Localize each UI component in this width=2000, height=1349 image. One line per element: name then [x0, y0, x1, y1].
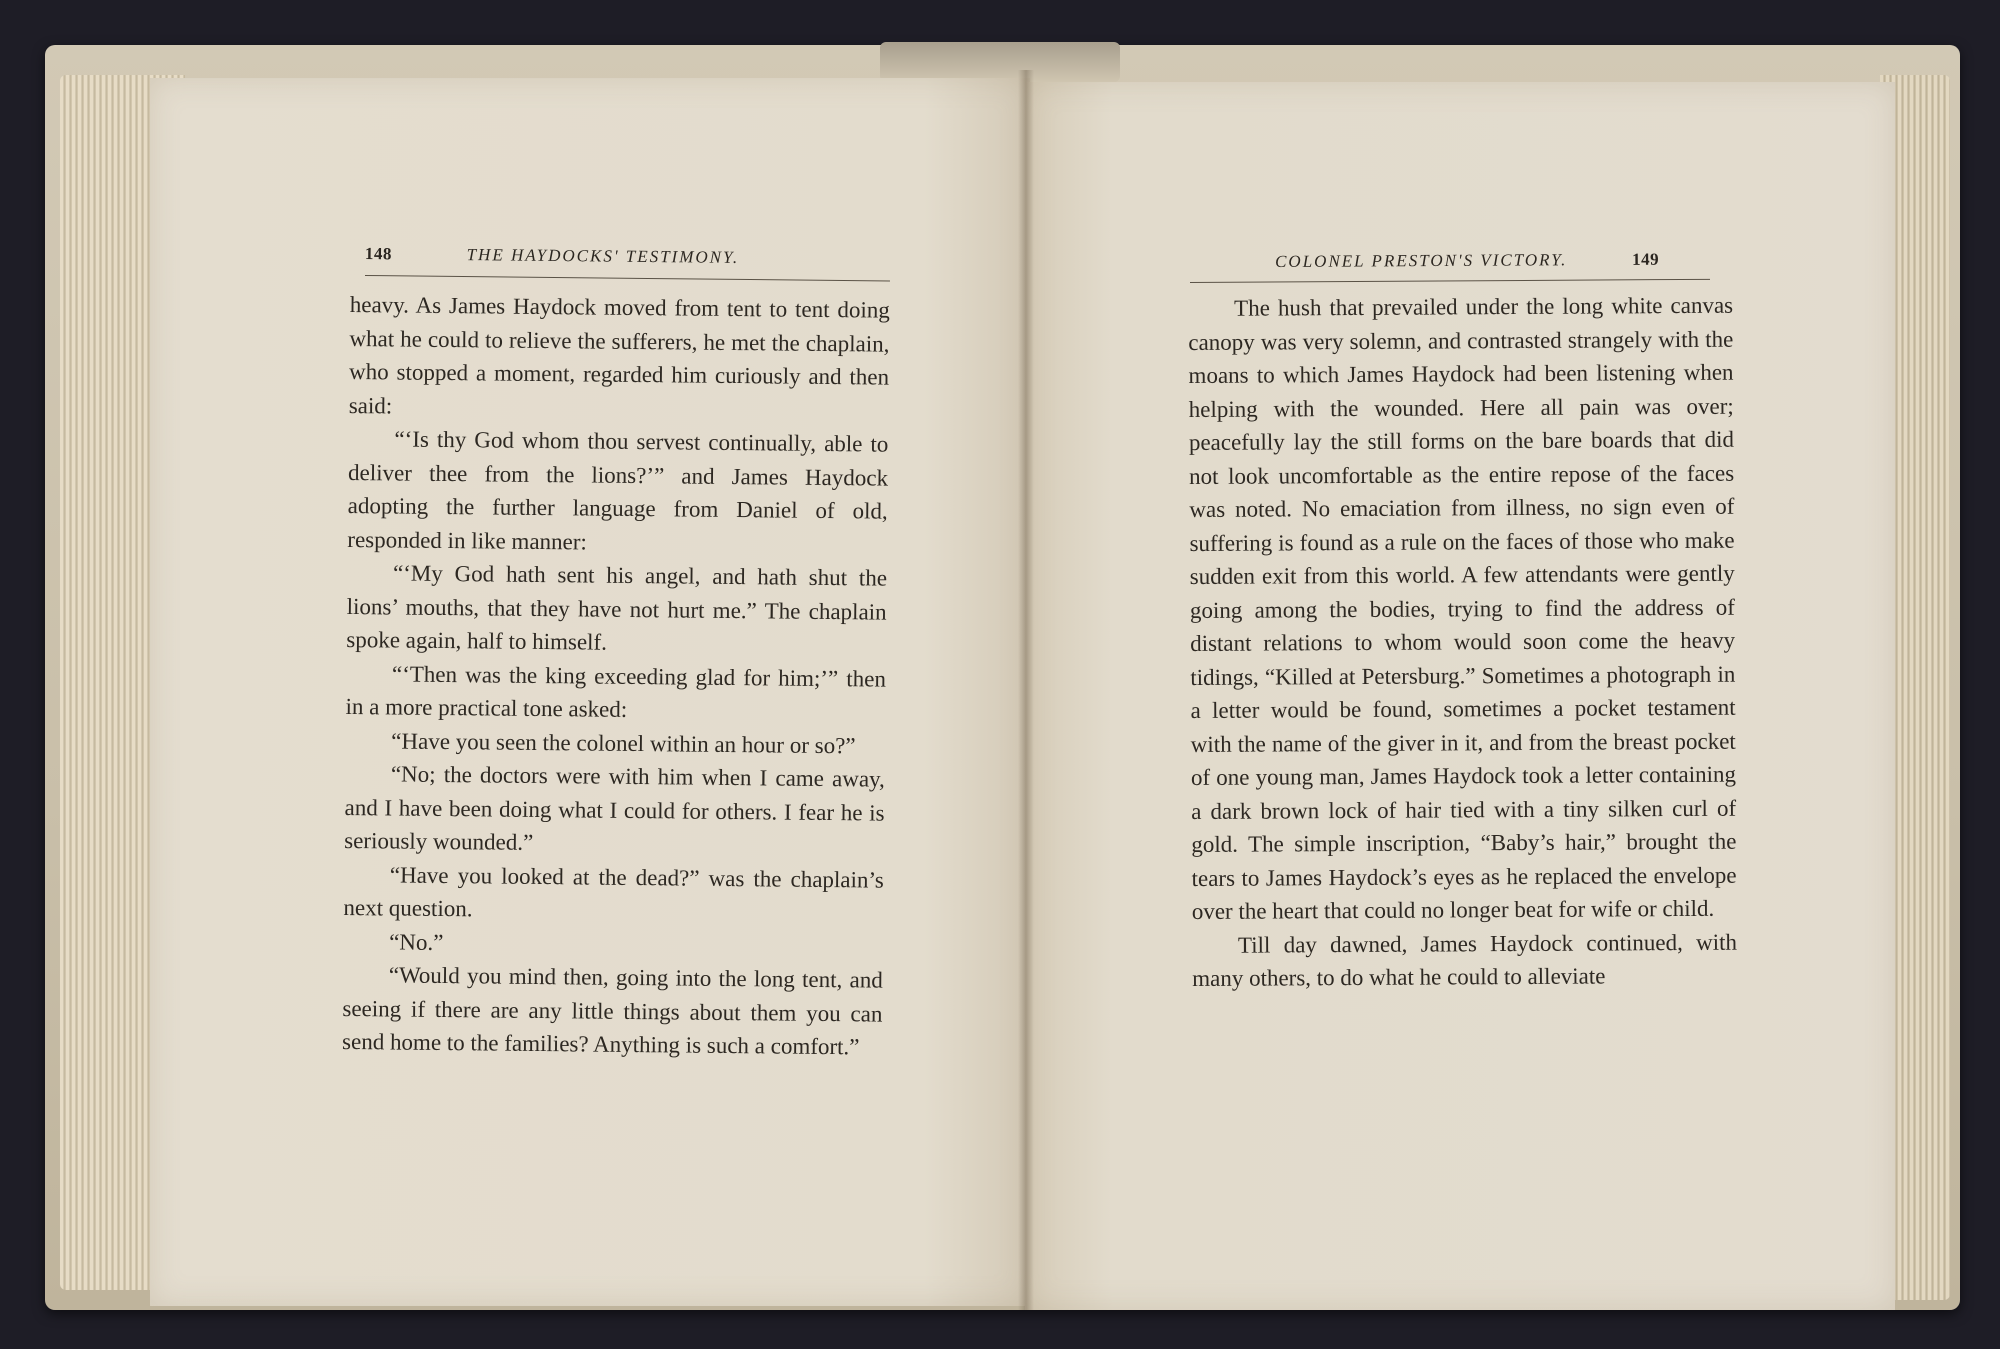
left-page-number: 148	[364, 244, 392, 264]
book-gutter	[1018, 70, 1034, 1310]
paragraph: “Have you seen the colonel within an hour or so?”	[391, 727, 856, 758]
paragraph: “No.”	[389, 928, 444, 955]
left-running-title: THE HAYDOCKS' TESTIMONY.	[466, 245, 740, 267]
paragraph: “‘Then was the king exceeding glad for him;’” then in a more practical tone asked:	[345, 660, 887, 722]
left-page-text	[342, 288, 890, 1064]
paragraph: “‘Is thy God whom thou servest continually, able to deliver thee from the lions?’” and James Haydock adopting the further language from Daniel of old, responded in like manner:	[347, 426, 889, 554]
right-running-title: COLONEL PRESTON'S VICTORY.	[1275, 250, 1568, 271]
right-page-text	[1188, 289, 1737, 996]
right-running-head	[1275, 250, 1659, 272]
paragraph: The hush that prevailed under the long white canvas canopy was very solemn, and contrasted strangely with the moans to which James Haydock had been listening when helping with the wounded. Here all pain was over; peacefully lay the still forms on the bare boards that did not look uncomfortable as the entire repose of the faces was noted. No emaciation from illness, no sign even of suffering is found as a rule on the faces of those who make sudden exit from this world. A few attendants were gently going among the bodies, trying to find the address of distant relations to whom would soon come the heavy tidings, “Killed at Petersburg.” Sometimes a photograph in a letter would be found, sometimes a pocket testament with the name of the giver in it, and from the breast pocket of one young man, James Haydock took a letter containing a dark brown lock of hair tied with a tiny silken curl of gold. The simple inscription, “Baby’s hair,” brought the tears to James Haydock’s eyes as he replaced the envelope over the heart that could no longer beat for wife or child.	[1188, 292, 1737, 924]
paragraph: “No; the doctors were with him when I came away, and I have been doing what I could for others. I fear he is seriously wounded.”	[344, 761, 886, 855]
paragraph: “‘My God hath sent his angel, and hath shut the lions’ mouths, that they have not hurt me.” The chaplain spoke again, half to himself.	[346, 560, 888, 655]
right-page-number: 149	[1632, 249, 1660, 269]
paragraph: “Would you mind then, going into the long tent, and seeing if there are any little things about them you can send home to the families? Anything is such a comfort.”	[341, 962, 883, 1060]
book-spine-top	[880, 42, 1120, 82]
paragraph: heavy. As James Haydock moved from tent to tent doing what he could to relieve the sufferers, he met the chaplain, who stopped a moment, regarded him curiously and then said:	[348, 291, 890, 418]
paragraph: “Have you looked at the dead?” was the chaplain’s next question.	[343, 861, 884, 922]
left-running-head	[365, 244, 739, 268]
paragraph: Till day dawned, James Haydock continued, with many others, to do what he could to alleviate	[1192, 929, 1738, 991]
